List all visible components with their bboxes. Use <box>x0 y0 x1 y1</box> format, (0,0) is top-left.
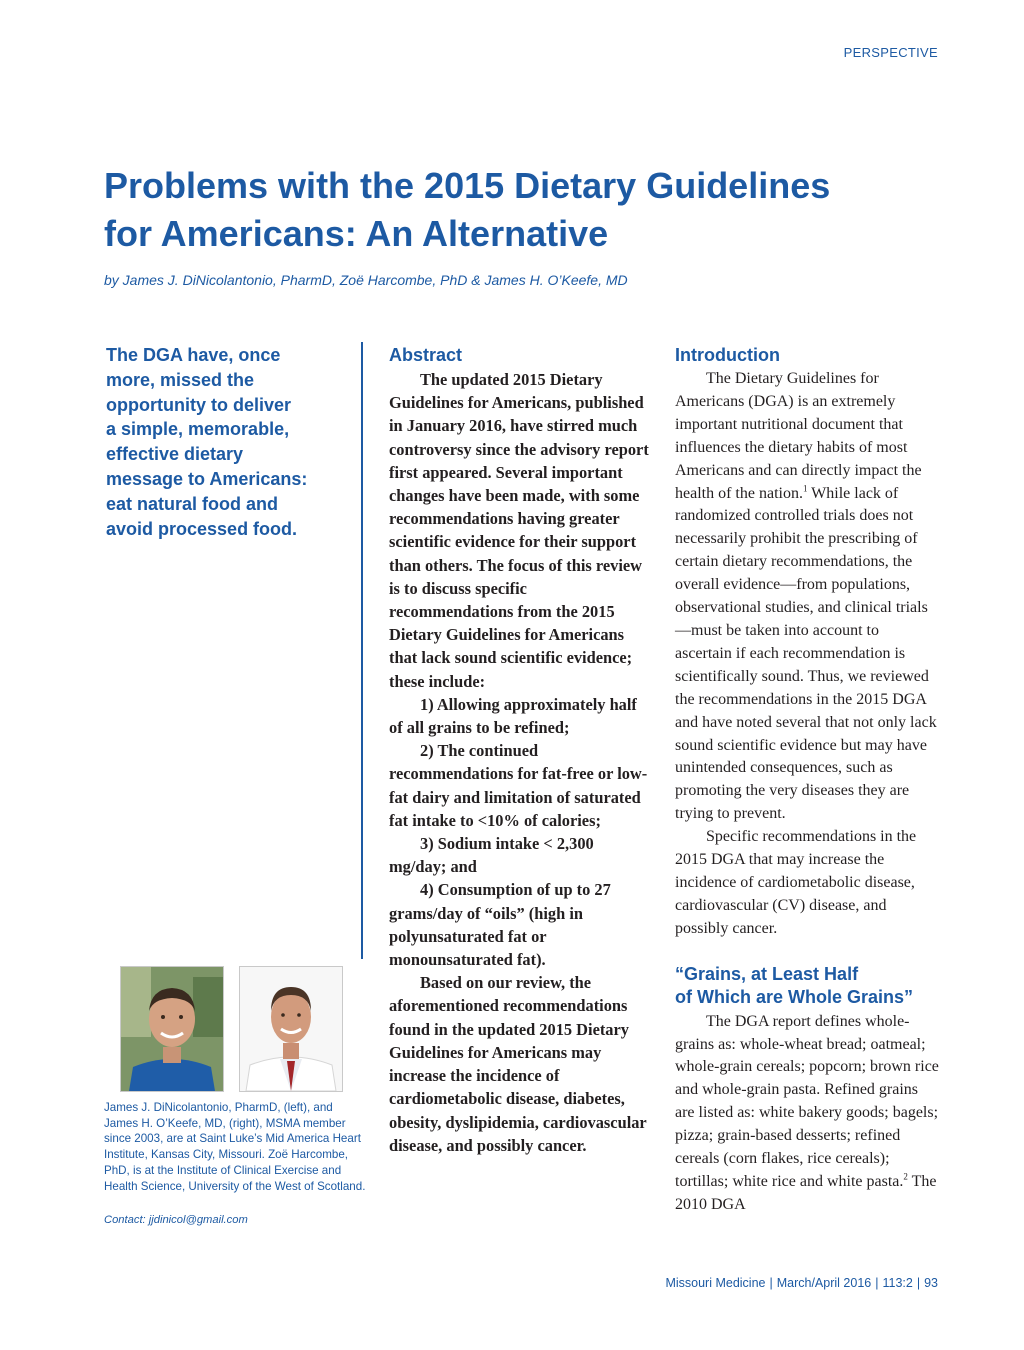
pull-quote-line: eat natural food and <box>106 493 279 514</box>
pull-quote-line: effective dietary <box>106 444 244 465</box>
abstract-section <box>389 344 653 1157</box>
introduction-paragraph: Specific recommendations in the 2015 DGA that may increase the incidence of cardiometabolic disease, cardiovascular (CV) disease, and possibly cancer. <box>675 828 917 937</box>
section-label: PERSPECTIVE <box>843 45 938 60</box>
abstract-item: 3) Sodium intake < 2,300 mg/day; and <box>389 834 594 877</box>
text-run: The DGA report defines whole-grains as: whole-wheat bread; oatmeal; whole-grain cereals; popcorn; brown rice and whole-grain pasta. Refined grains are listed as: white bakery goods; bagels; pizza; grain-based desserts; refined cereals (corn flakes, rice cereals); tortillas; white rice and white pasta. <box>675 1012 939 1190</box>
page-footer: Missouri Medicine | March/April 2016 | 113:2 | 93 <box>665 1276 938 1290</box>
title-line-1: Problems with the 2015 Dietary Guidelines <box>104 165 831 206</box>
abstract-paragraph: The updated 2015 Dietary Guidelines for Americans, published in January 2016, have stirred much controversy since the advisory report first appeared. Several important changes have been made, with some recommendations having greater scientific evidence for their support than others. The focus of this review is to discuss specific recommendations from the 2015 Dietary Guidelines for Americans that lack sound scientific evidence; these include: <box>389 370 649 691</box>
abstract-heading: Abstract <box>389 345 463 365</box>
author-contact: Contact: jjdinicol@gmail.com <box>104 1214 248 1226</box>
pull-quote-line: more, missed the <box>106 369 255 390</box>
page-number: 93 <box>924 1276 938 1290</box>
article-title <box>104 162 924 258</box>
abstract-paragraph: Based on our review, the aforementioned recommendations found in the updated 2015 Dietary Guidelines for Americans may increase the incidence of cardiometabolic disease, diabetes, obesity, dyslipidemia, cardiovascular disease, and possibly cancer. <box>389 973 647 1155</box>
journal-name: Missouri Medicine <box>665 1276 766 1290</box>
abstract-body <box>389 368 653 1157</box>
reference-marker: 1 <box>802 483 808 494</box>
introduction-paragraph <box>675 368 939 826</box>
author-photo-right <box>239 966 343 1092</box>
issue-date: March/April 2016 <box>776 1276 872 1290</box>
introduction-body <box>675 368 939 941</box>
text-run: The Dietary Guidelines for Americans (DGA) is an extremely important nutritional document that influences the dietary habits of most Americans and can directly impact the health of the nation. <box>675 370 922 502</box>
pull-quote-line: The DGA have, once <box>106 345 281 365</box>
grains-heading <box>675 963 939 1009</box>
text-run: The 2010 DGA <box>675 1173 937 1213</box>
grains-heading-line-1: “Grains, at Least Half <box>675 963 859 984</box>
pull-quote-line: opportunity to deliver <box>106 394 292 415</box>
abstract-item: 4) Consumption of up to 27 grams/day of “oils” (high in polyunsaturated fat or monounsaturated fat). <box>389 880 611 970</box>
pull-quote-line: message to Americans: <box>106 468 308 489</box>
grains-body <box>675 1011 939 1217</box>
abstract-item: 2) The continued recommendations for fat-free or low-fat dairy and limitation of saturated fat intake to <10% of calories; <box>389 741 648 830</box>
volume-issue: 113:2 <box>882 1276 913 1290</box>
reference-marker: 2 <box>903 1171 908 1182</box>
pull-quote-line: avoid processed food. <box>106 518 298 539</box>
grains-paragraph <box>675 1011 939 1217</box>
pull-quote <box>106 343 341 541</box>
introduction-section <box>675 344 939 1217</box>
text-run: While lack of randomized controlled trials does not necessarily prohibit the prescribing of certain dietary recommendations, the overall evidence—from populations, observational studies, and clinical trials—must be taken into account to ascertain if each recommendation is scientifically sound. Thus, we reviewed the recommendations in the 2015 DGA and have noted several that not only lack sound scientific evidence but may have unintended consequences, such as promoting the very diseases they are trying to prevent. <box>675 484 937 823</box>
byline: by James J. DiNicolantonio, PharmD, Zoë Harcombe, PhD & James H. O’Keefe, MD <box>104 272 628 288</box>
pull-quote-line: a simple, memorable, <box>106 419 290 440</box>
grains-heading-line-2: of Which are Whole Grains” <box>675 986 914 1007</box>
title-line-2: for Americans: An Alternative <box>104 213 609 254</box>
abstract-item: 1) Allowing approximately half of all grains to be refined; <box>389 694 637 738</box>
author-bio: James J. DiNicolantonio, PharmD, (left), and James H. O’Keefe, MD, (right), MSMA member since 2003, are at Saint Luke’s Mid America Heart Institute, Kansas City, Missouri. Zoë Harcombe, PhD, is at the Institute of Clinical Exercise and Health Science, University of the West of Scotland. <box>104 1101 366 1193</box>
introduction-heading: Introduction <box>675 345 780 365</box>
author-photo-left <box>120 966 224 1092</box>
column-divider <box>361 342 363 959</box>
